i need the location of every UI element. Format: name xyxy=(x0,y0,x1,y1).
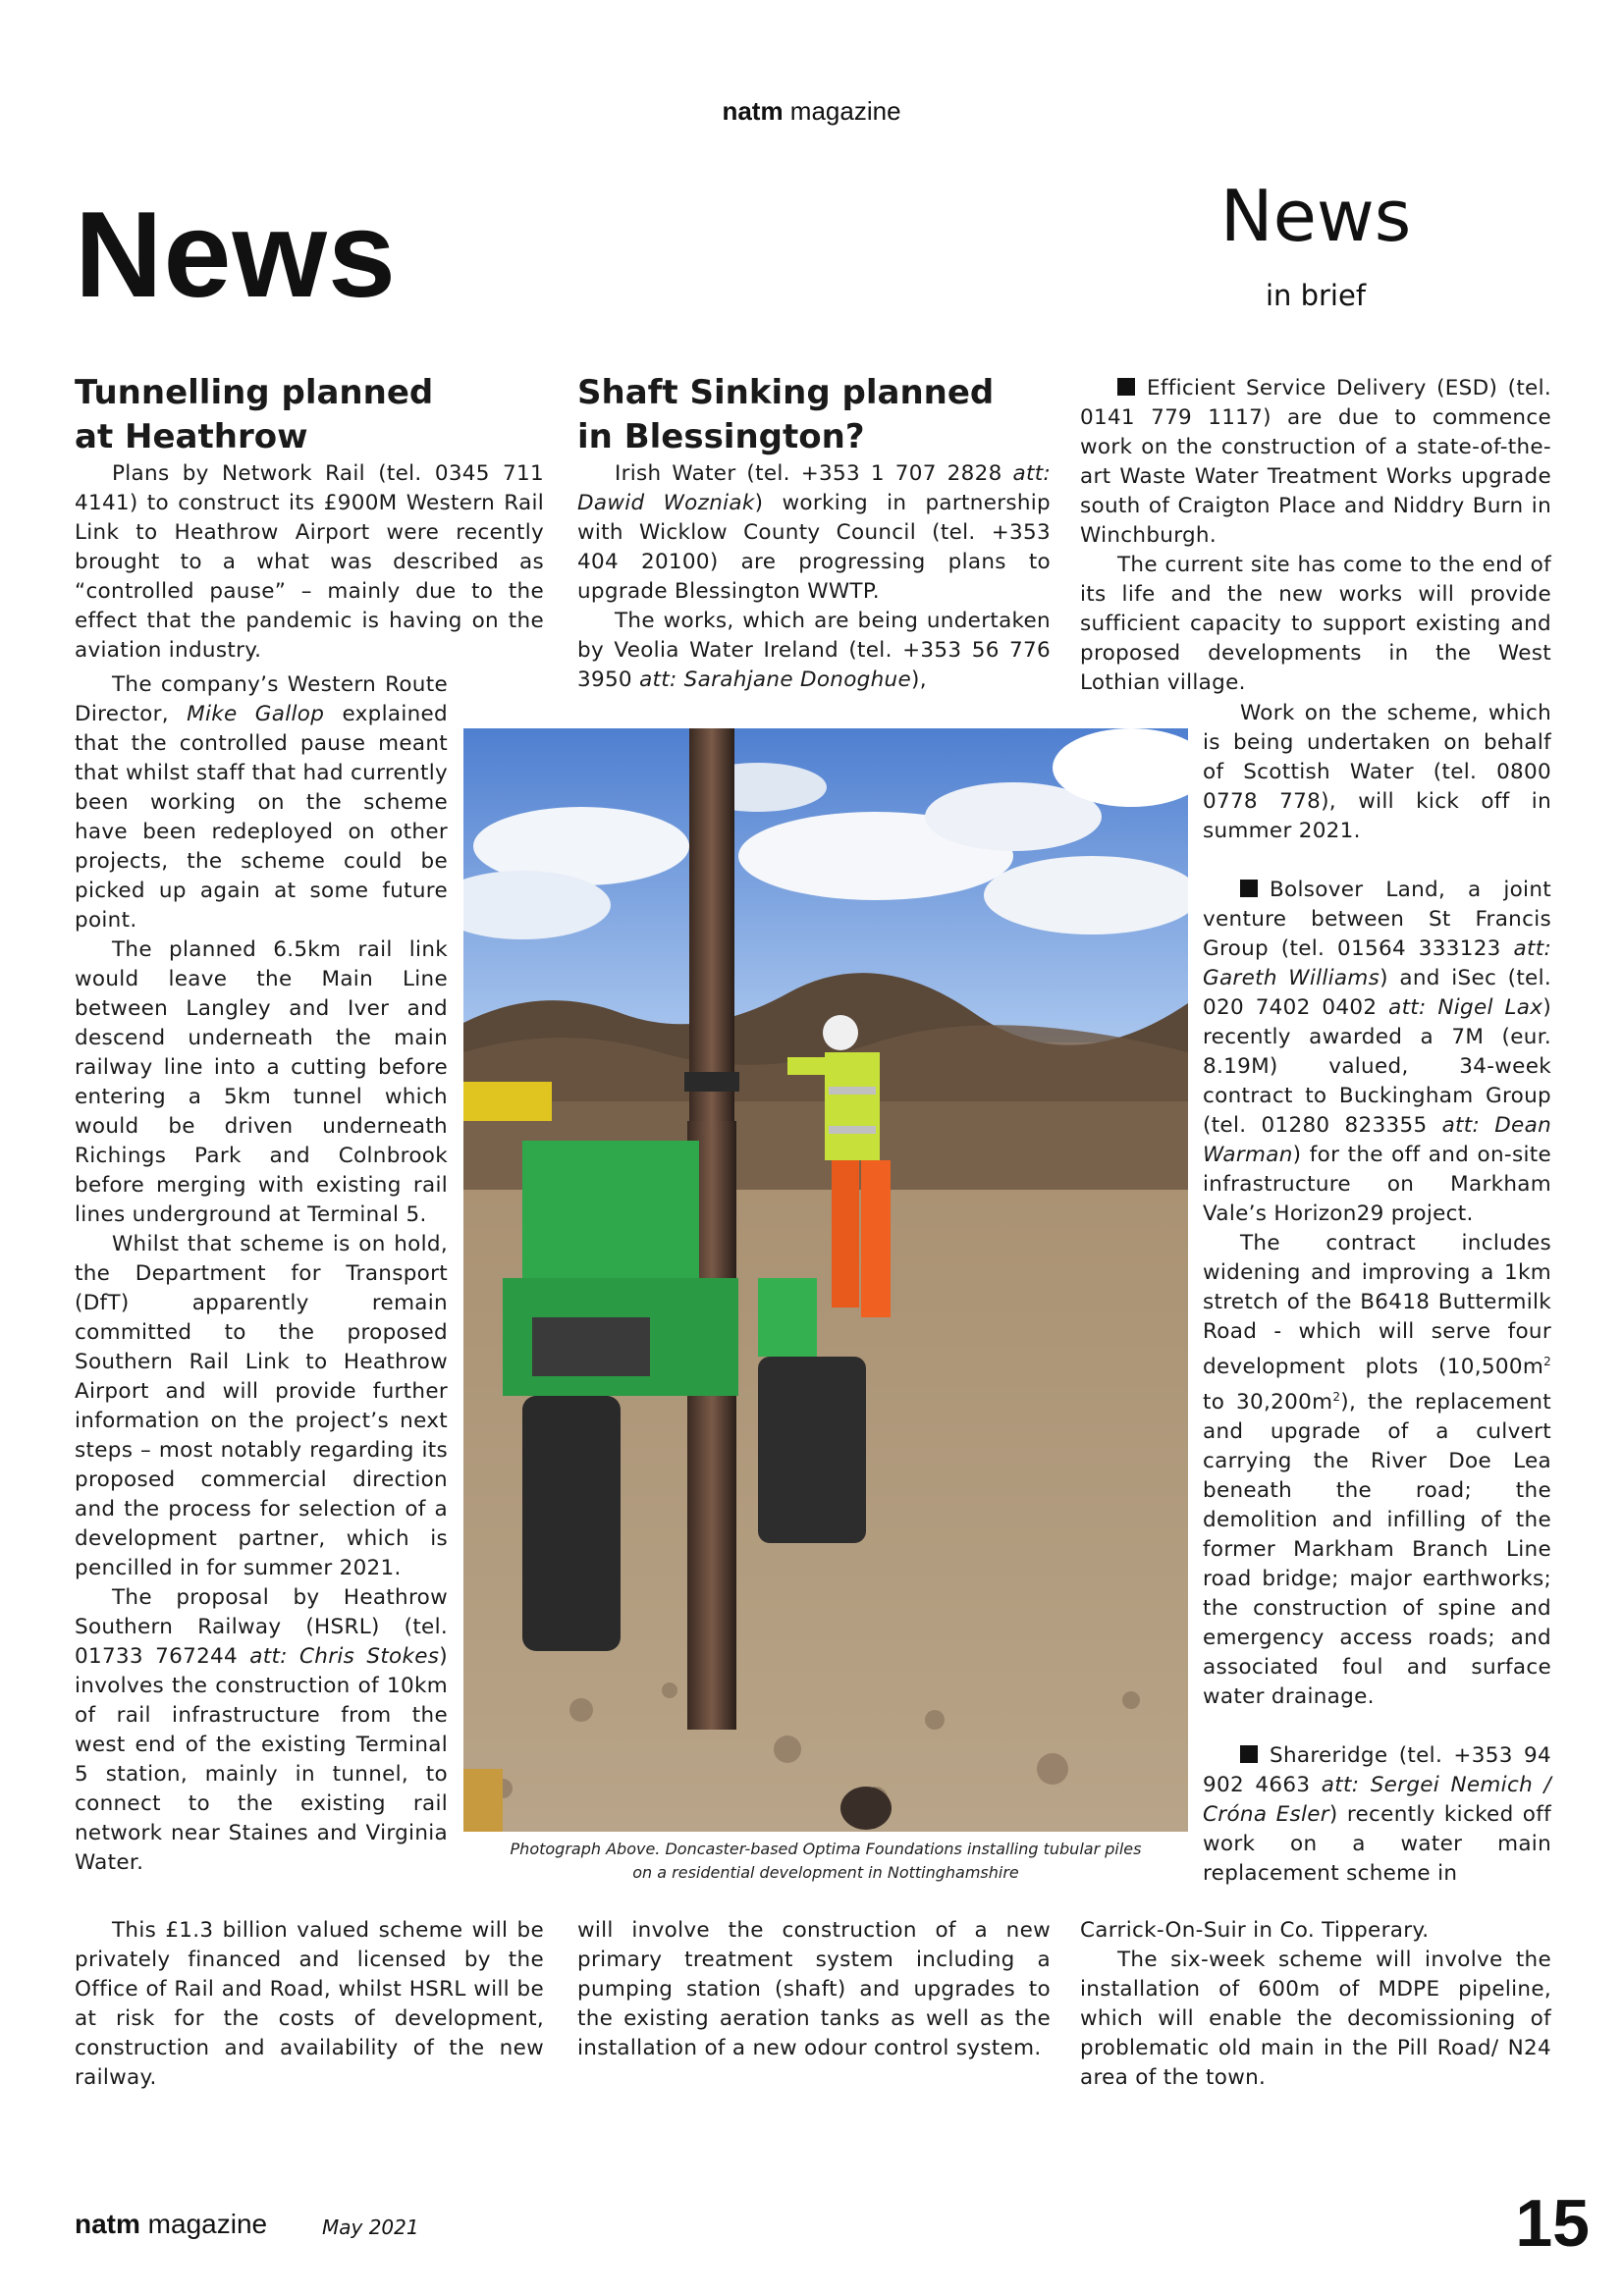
caption-line: Photograph Above. Doncaster-based Optima Foundations installing tubular piles xyxy=(510,1840,1142,1858)
page-masthead xyxy=(0,96,1623,127)
bullet-square-icon xyxy=(1240,880,1258,897)
footer-brand xyxy=(75,2209,267,2240)
brief-subtitle: in brief xyxy=(1265,279,1367,312)
masthead-brand-bold: natm xyxy=(722,96,784,126)
brief-item-esd xyxy=(1080,374,1551,698)
bullet-square-icon xyxy=(1117,378,1135,396)
paragraph: Work on the scheme, which is being undertaken on behalf of Scottish Water (tel. 0800 0778 778), will kick off in summer 2021. xyxy=(1203,701,1551,843)
paragraph: The planned 6.5km rail link would leave the Main Line between Langley and Iver and descend underneath the main railway line into a cutting before entering a 5km tunnel which would be driven underneath Richings Park and Colnbrook before merging with existing rail lines underground at Terminal 5. xyxy=(75,937,448,1227)
footer-brand-rest: magazine xyxy=(139,2209,268,2239)
person-name: Mike Gallop xyxy=(187,702,325,726)
masthead-brand-rest: magazine xyxy=(783,96,901,126)
paragraph: Shareridge (tel. +353 94 902 4663 att: Sergei Nemich / Cróna Esler) recently kicked off work on a water main replacement scheme in xyxy=(1203,1743,1551,1887)
paragraph: The contract includes widening and improving a 1km stretch of the B6418 Buttermilk Road - which will serve four development plots ($10,500m^2$ to $30,200m^2$), the replacement and upgrade of a culvert carrying the River Doe Lea beneath the road; the demolition and infilling of the former Markham Branch Line road bridge; major earthworks; the construction of spine and emergency access roads; and associated foul and surface water drainage. xyxy=(1203,1231,1552,1710)
headline-line: Shaft Sinking planned xyxy=(577,373,995,412)
headline-line: in Blessington? xyxy=(577,417,865,456)
page-number: 15 xyxy=(1515,2186,1590,2261)
paragraph: Irish Water (tel. +353 1 707 2828 att: Dawid Wozniak) working in partnership with Wicklow County Council (tel. +353 404 20100) are progressing plans to upgrade Blessington WWTP. xyxy=(577,461,1052,604)
paragraph: Plans by Network Rail (tel. 0345 711 4141) to construct its £900M Western Rail Link to Heathrow Airport were recently brought to a what was described as “controlled pause” – mainly due to the effect that the pandemic is having on the aviation industry. xyxy=(75,461,544,663)
article-headline xyxy=(577,371,1051,459)
contact-att: att: Sarahjane Donoghue xyxy=(639,667,911,692)
paragraph: The company’s Western Route Director, Mike Gallop explained that the controlled pause meant that whilst staff that had currently been working on the scheme have been redeployed on other projects, the scheme could be picked up again at some future point. xyxy=(75,672,448,933)
article-heathrow xyxy=(75,371,544,666)
headline-line: Tunnelling planned xyxy=(75,373,434,412)
brief-item-shareridge-end xyxy=(1080,1916,1551,2093)
contact-att: att: Chris Stokes xyxy=(249,1644,440,1669)
article-heathrow-end xyxy=(75,1916,544,2093)
footer-brand-bold: natm xyxy=(75,2209,140,2239)
article-heathrow-narrow xyxy=(75,670,448,1878)
brief-title: News xyxy=(1219,175,1412,257)
paragraph: The works, which are being undertaken by Veolia Water Ireland (tel. +353 56 776 3950 att: Sarahjane Donoghue), xyxy=(577,609,1051,692)
paragraph: Whilst that scheme is on hold, the Department for Transport (DfT) apparently remain committed to the proposed Southern Rail Link to Heathrow Airport and will provide further information on the project’s next steps – most notably regarding its proposed commercial direction and the process for selection of a development partner, which is pencilled in for summer 2021. xyxy=(75,1232,448,1580)
article-blessington-end xyxy=(577,1916,1051,2063)
paragraph: Efficient Service Delivery (ESD) (tel. 0141 779 1117) are due to commence work on the construction of a state-of-the-art Waste Water Treatment Works upgrade south of Craigton Place and Niddry Burn in Winchburgh. xyxy=(1080,376,1551,548)
paragraph: The six-week scheme will involve the installation of 600m of MDPE pipeline, which will enable the decomissioning of problematic old main in the Pill Road/ N24 area of the town. xyxy=(1080,1948,1551,2090)
contact-att: att: Dawid Wozniak xyxy=(577,461,1051,515)
caption-line: on a residential development in Nottinghamshire xyxy=(632,1863,1019,1882)
brief-item-narrow xyxy=(1203,699,1551,1889)
photo-caption xyxy=(463,1838,1188,1885)
footer-date: May 2021 xyxy=(322,2216,419,2239)
paragraph: Carrick-On-Suir in Co. Tipperary. xyxy=(1080,1918,1430,1943)
article-headline xyxy=(75,371,544,459)
section-title: News xyxy=(75,187,397,323)
paragraph: The proposal by Heathrow Southern Railway (HSRL) (tel. 01733 767244 att: Chris Stokes) involves the construction of 10km of rail infrastructure from the west end of the existing Terminal 5 station, mainly in tunnel, to connect to the existing rail network near Staines and Virginia Water. xyxy=(75,1585,448,1875)
headline-line: at Heathrow xyxy=(75,417,308,456)
paragraph: This £1.3 billion valued scheme will be privately financed and licensed by the Office of Rail and Road, whilst HSRL will be at risk for the costs of development, construction and availability of the new railway. xyxy=(75,1918,544,2090)
bullet-square-icon xyxy=(1240,1745,1258,1763)
paragraph: will involve the construction of a new primary treatment system including a pumping station (shaft) and upgrades to the existing aeration tanks as well as the installation of a new odour control system. xyxy=(577,1918,1051,2060)
article-blessington xyxy=(577,371,1051,695)
paragraph: Bolsover Land, a joint venture between St Francis Group (tel. 01564 333123 att: Gareth Williams) and iSec (tel. 020 7402 0402 att: Nigel Lax) recently awarded a 7M (eur. 8.19M) valued, 34-week contract to Buckingham Group (tel. 01280 823355 att: Dean Warman) for the off and on-site infrastructure on Markham Vale’s Horizon29 project. xyxy=(1203,878,1552,1226)
construction-photo xyxy=(463,728,1188,1832)
paragraph: The current site has come to the end of its life and the new works will provide sufficient capacity to support existing and proposed developments in the West Lothian village. xyxy=(1080,553,1551,695)
